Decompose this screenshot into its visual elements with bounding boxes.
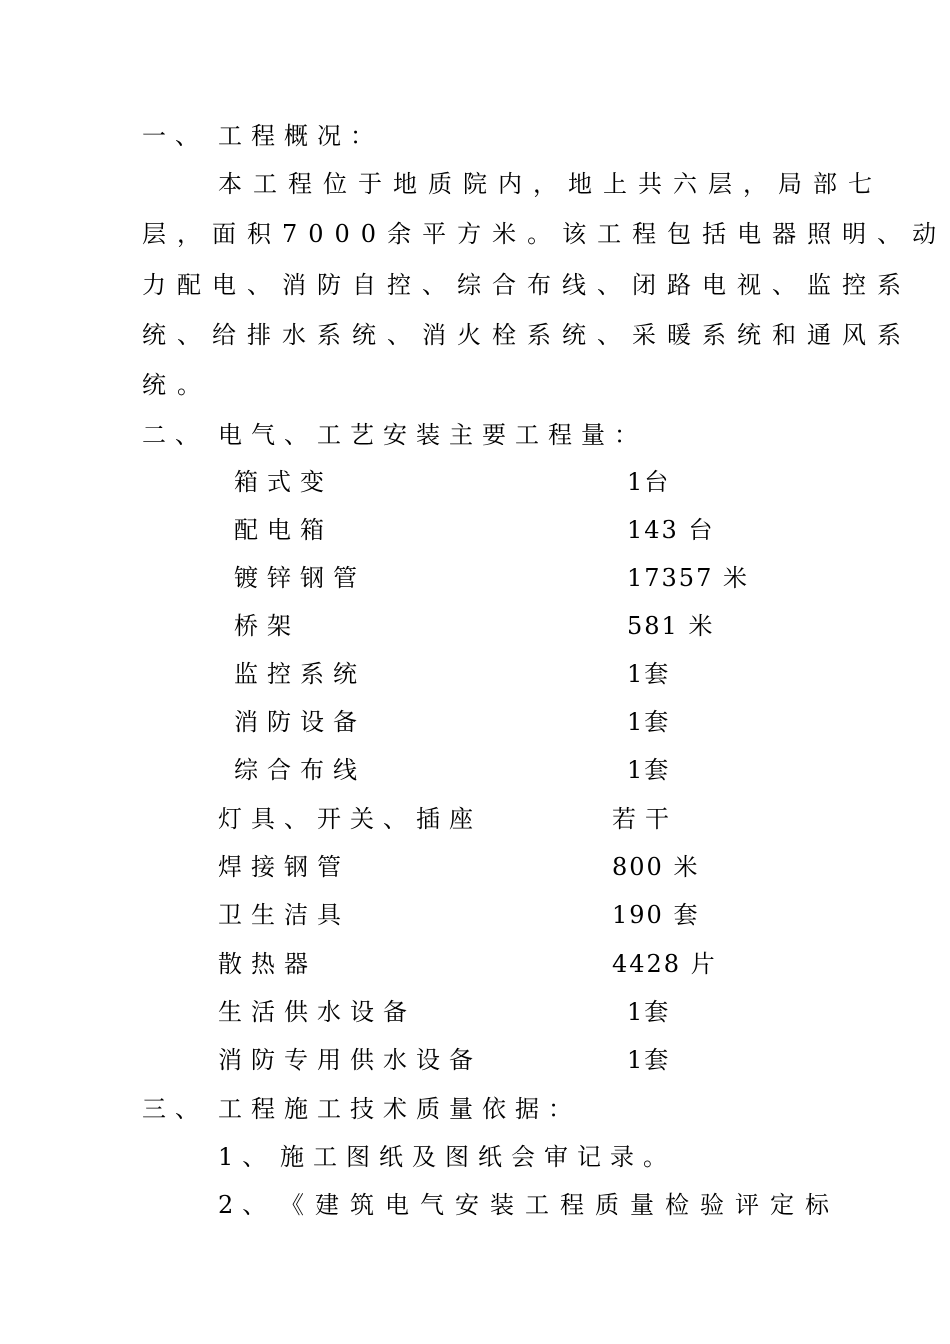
quantity-item-name: 综合布线 [234, 756, 366, 784]
quantity-item-value: 143 台 [627, 516, 715, 544]
quantity-item-value: 1套 [627, 708, 671, 736]
quantity-item-value: 1套 [627, 756, 671, 784]
basis-item-text: 《建筑电气安装工程质量检验评定标 [280, 1191, 840, 1219]
quantity-item-value: 若干 [612, 805, 678, 833]
quantity-item-value: 1台 [627, 468, 671, 496]
quantity-item-name: 卫生洁具 [218, 901, 350, 929]
quantity-item-name: 消防设备 [234, 708, 366, 736]
section-2-heading: 电气、工艺安装主要工程量： [218, 421, 647, 449]
quantity-item-name: 生活供水设备 [218, 998, 416, 1026]
section-3-heading: 工程施工技术质量依据： [218, 1095, 581, 1123]
section-2-number: 二、 [142, 421, 208, 449]
quantity-item-value: 1套 [627, 1046, 671, 1074]
quantity-item-name: 灯具、开关、插座 [218, 805, 482, 833]
paragraph-line: 统、给排水系统、消火栓系统、采暖系统和通风系 [142, 321, 912, 349]
quantity-item-name: 散热器 [218, 950, 317, 978]
quantity-item-value: 800 米 [612, 853, 700, 881]
quantity-item-value: 581 米 [627, 612, 715, 640]
paragraph-line: 层，面积7000余平方米。该工程包括电器照明、动 [142, 220, 948, 248]
paragraph-line: 统。 [142, 371, 212, 399]
quantity-item-name: 箱式变 [234, 468, 333, 496]
paragraph-line: 本工程位于地质院内，地上共六层，局部七 [218, 170, 883, 198]
quantity-item-name: 桥架 [234, 612, 300, 640]
quantity-item-name: 配电箱 [234, 516, 333, 544]
paragraph-line: 力配电、消防自控、综合布线、闭路电视、监控系 [142, 271, 912, 299]
quantity-item-value: 1套 [627, 660, 671, 688]
quantity-item-name: 监控系统 [234, 660, 366, 688]
quantity-item-value: 190 套 [612, 901, 700, 929]
basis-item-number: 2、 [218, 1191, 276, 1219]
quantity-item-value: 4428 片 [612, 950, 717, 978]
quantity-item-value: 17357 米 [627, 564, 749, 592]
quantity-item-name: 镀锌钢管 [234, 564, 366, 592]
quantity-item-value: 1套 [627, 998, 671, 1026]
section-1-heading: 工程概况： [218, 122, 383, 150]
quantity-item-name: 消防专用供水设备 [218, 1046, 482, 1074]
section-3-number: 三、 [142, 1095, 208, 1123]
basis-item-number: 1、 [218, 1143, 276, 1171]
quantity-item-name: 焊接钢管 [218, 853, 350, 881]
section-1-number: 一、 [142, 122, 208, 150]
basis-item-text: 施工图纸及图纸会审记录。 [280, 1143, 676, 1171]
